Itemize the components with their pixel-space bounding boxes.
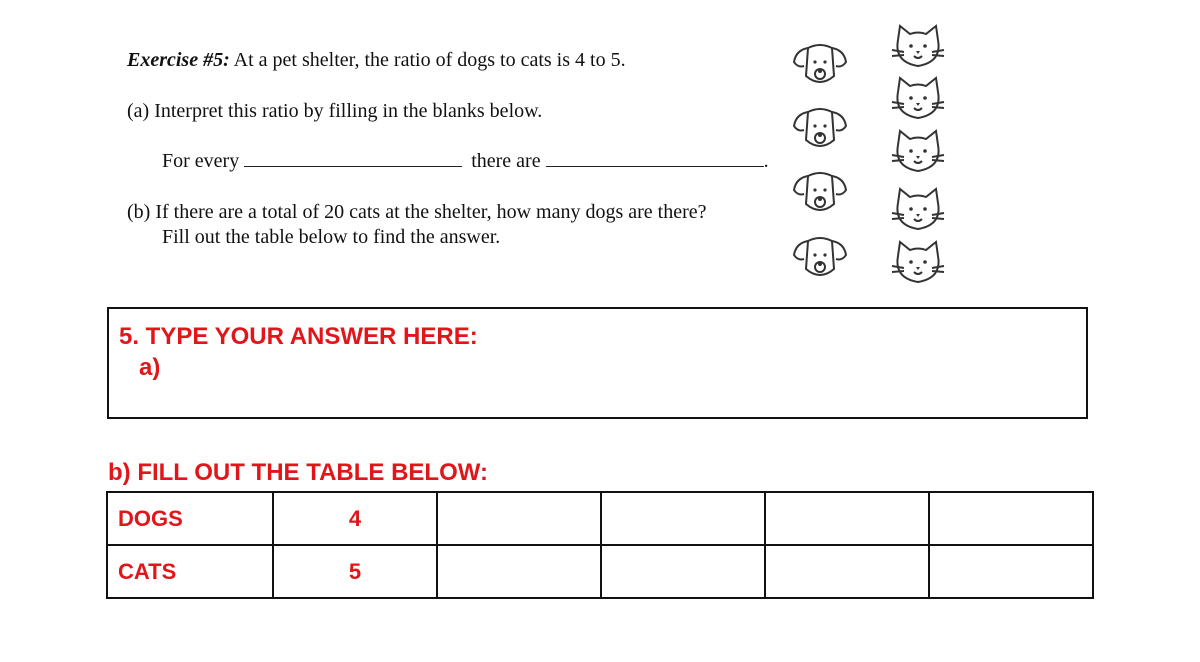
- answer-heading: 5. TYPE YOUR ANSWER HERE:: [119, 323, 478, 350]
- answer-part-a-label: a): [139, 354, 161, 381]
- dog-face-icon: [790, 40, 850, 90]
- dog-face-icon: [790, 104, 850, 154]
- exercise-statement: At a pet shelter, the ratio of dogs to cats is 4 to 5.: [233, 49, 626, 71]
- table-cell[interactable]: [929, 545, 1093, 598]
- table-row-cats: [107, 545, 1093, 598]
- cat-face-icon: [888, 74, 948, 124]
- ratio-table: [106, 491, 1094, 599]
- cat-face-icon: [888, 238, 948, 288]
- for-every-label: For every: [162, 150, 240, 172]
- blank-1[interactable]: [244, 152, 462, 167]
- table-cell[interactable]: [765, 492, 929, 545]
- table-row-dogs: [107, 492, 1093, 545]
- row-label-dogs: DOGS: [107, 492, 273, 545]
- part-b-prompt: (b) If there are a total of 20 cats at the shelter, how many dogs are there?: [127, 201, 707, 223]
- table-cell[interactable]: [437, 492, 601, 545]
- row-label-cats: CATS: [107, 545, 273, 598]
- cat-face-icon: [888, 127, 948, 177]
- table-heading: b) FILL OUT THE TABLE BELOW:: [108, 459, 488, 486]
- dog-face-icon: [790, 233, 850, 283]
- exercise-title: [127, 49, 626, 72]
- table-cell[interactable]: 4: [273, 492, 437, 545]
- table-cell[interactable]: [929, 492, 1093, 545]
- part-b-instruction: Fill out the table below to find the answer.: [162, 226, 501, 248]
- table-cell[interactable]: [765, 545, 929, 598]
- exercise-number: Exercise #5:: [127, 49, 230, 71]
- answer-box[interactable]: [107, 307, 1088, 419]
- period: .: [763, 150, 769, 172]
- dog-face-icon: [790, 168, 850, 218]
- table-cell[interactable]: [437, 545, 601, 598]
- part-a-prompt: (a) Interpret this ratio by filling in the blanks below.: [127, 100, 543, 122]
- table-cell[interactable]: [601, 492, 765, 545]
- cat-face-icon: [888, 22, 948, 72]
- cat-face-icon: [888, 185, 948, 235]
- table-cell[interactable]: 5: [273, 545, 437, 598]
- fill-in-sentence: [162, 150, 769, 173]
- table-cell[interactable]: [601, 545, 765, 598]
- blank-2[interactable]: [546, 152, 764, 167]
- there-are-label: there are: [471, 150, 541, 172]
